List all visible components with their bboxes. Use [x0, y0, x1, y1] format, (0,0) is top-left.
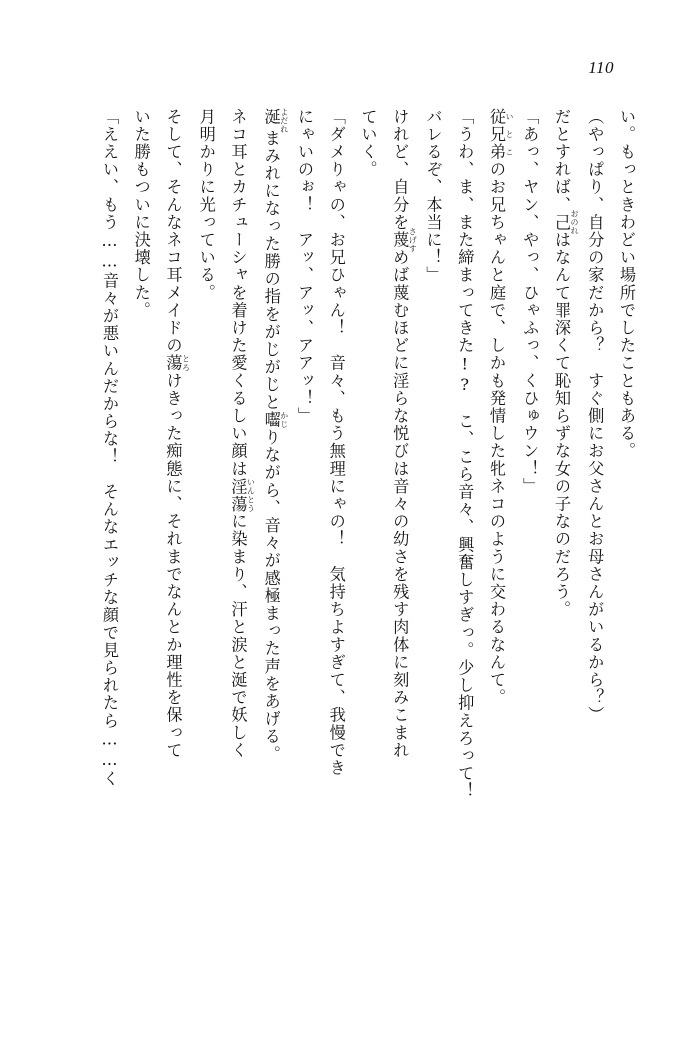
text-line: （やっぱり、自分の家だから？ すぐ側にお父さんとお母さんがいるから？） [585, 108, 605, 724]
text-line: バレるぞ、本当に！」 [423, 108, 443, 284]
text-line: いた勝もついに決壊した。 [131, 108, 151, 320]
text-line: 「ダメりゃの、お兄ひゃん！ 音々、もう無理にゃの！ 気持ちよすぎて、我慢でき [326, 108, 346, 777]
text-line: 従兄弟 いとこのお兄ちゃんと庭で、しかも発情した牝ネコのように交わるなんて。 [487, 108, 514, 707]
text-line: だとすれば、己 おのれはなんて罪深くて恥知らずな女の子なのだろう。 [552, 108, 579, 619]
body-text-block [58, 108, 642, 990]
text-line: そして、そんなネコ耳メイドの蕩 とろけきった痴態に、それまでなんとか理性を保って [163, 108, 191, 760]
text-line: 涎 よだれまみれになった勝の指をがじがじと囓 かじりながら、音々が感極まった声をあげる。 [261, 108, 289, 764]
text-line: けれど、自分を蔑 さげすめば蔑むほどに淫らな悦びは音々の幼さを残す肉体に刻みこまれ [390, 108, 418, 760]
text-line: い。もっときわどい場所でしたこともある。 [617, 108, 636, 460]
text-line: ネコ耳とカチューシャを着けた愛くるしい顔は淫蕩 いんとうに染まり、汗と涙と涎で妖しく [228, 108, 256, 760]
text-line: 「ええい、もう……音々が悪いんだからな！ そんなエッチな顔で見られたら……く [100, 108, 119, 788]
text-line: ていく。 [358, 108, 378, 179]
text-line: 月明かりに光っている。 [196, 108, 216, 302]
text-line: 「うわ、ま、また締まってきた!? こ、こら音々、興奮しすぎっ。少し抑えろって！ [455, 108, 475, 800]
text-line: 「あっ、ヤン、やっ、ひゃふっ、くひゅウン！」 [520, 108, 540, 496]
page-number: 110 [588, 58, 614, 77]
text-line: にゃいのぉ！ アッ、アッ、アアッ！」 [295, 108, 314, 425]
